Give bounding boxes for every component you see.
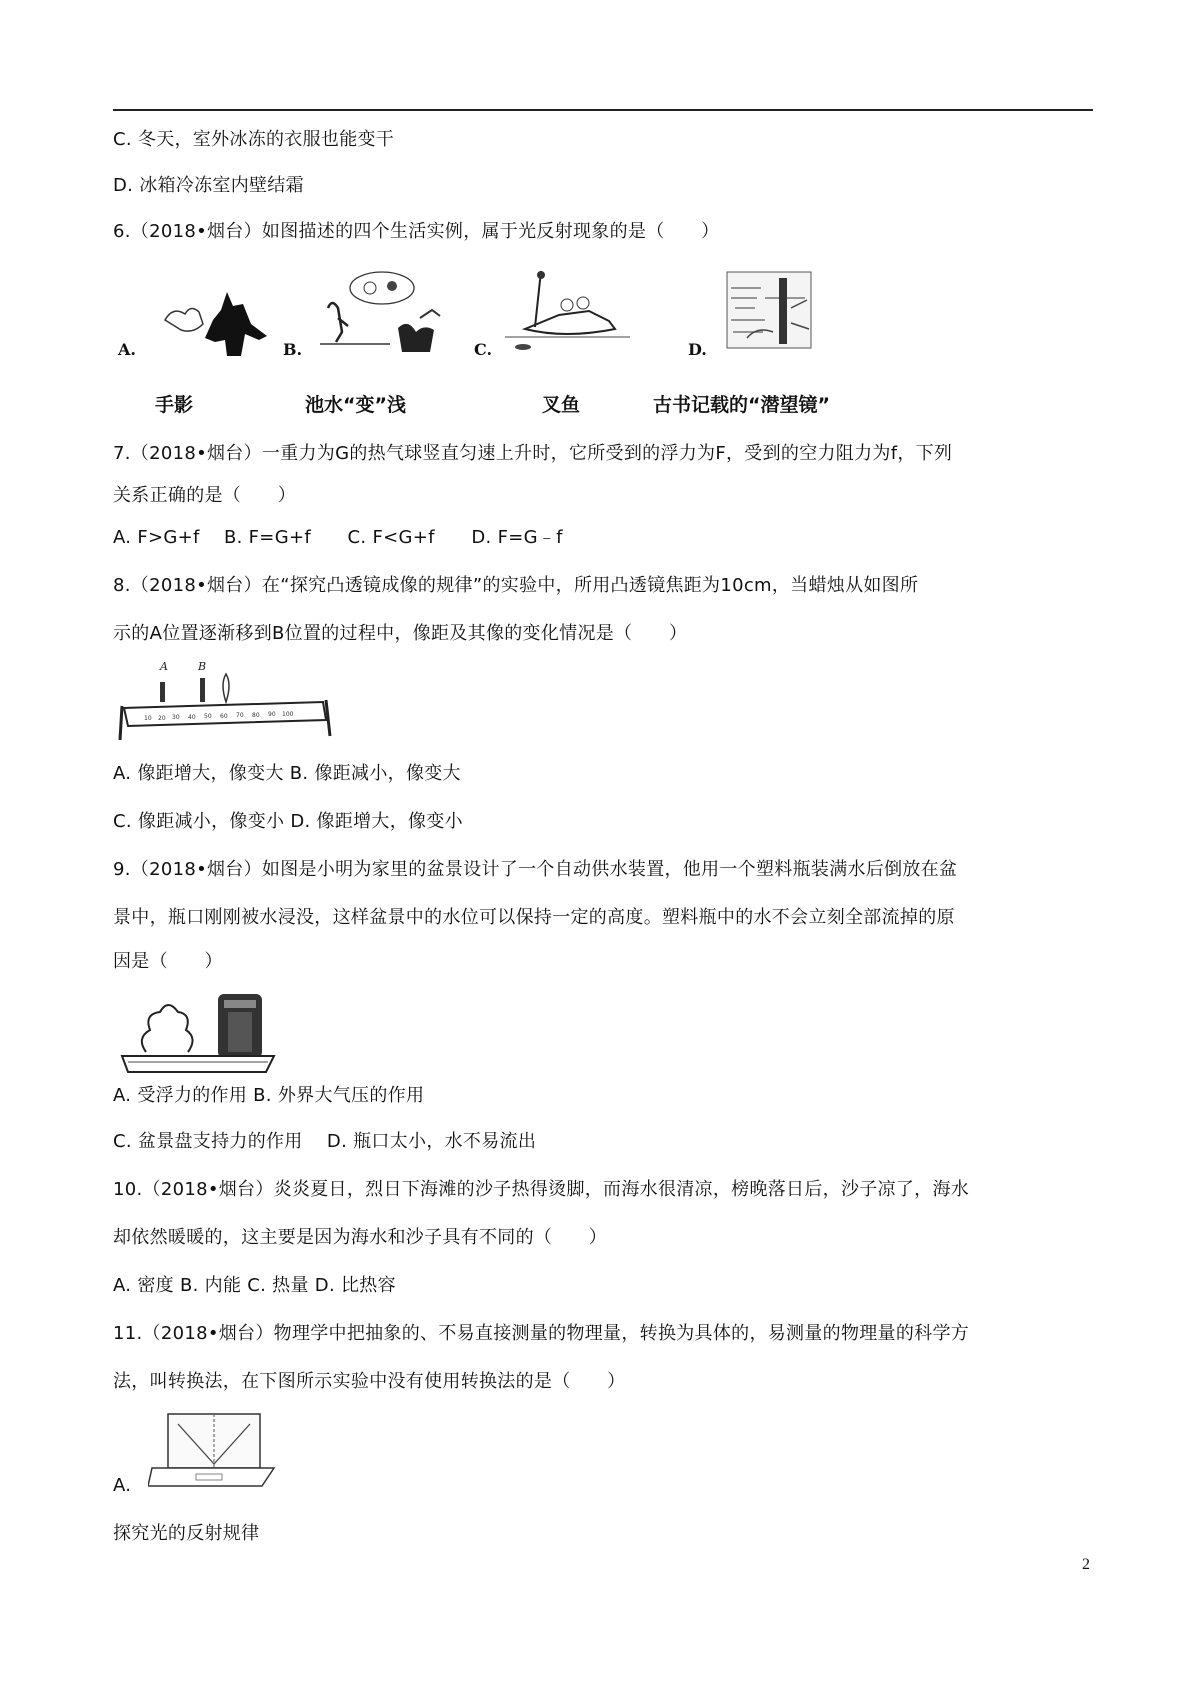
q8-stem-line1: 8.（2018•烟台）在“探究凸透镜成像的规律”的实验中，所用凸透镜焦距为10cm，当蜡烛从如图所 bbox=[113, 575, 919, 596]
q5-option-d: D. 冰箱冷冻室内壁结霜 bbox=[113, 175, 304, 196]
scale-tick-70: 70 bbox=[236, 712, 244, 719]
q10-options: A. 密度 B. 内能 C. 热量 D. 比热容 bbox=[113, 1275, 396, 1296]
q9-stem-line2: 景中，瓶口刚刚被水浸没，这样盆景中的水位可以保持一定的高度。塑料瓶中的水不会立刻全部流掉的原 bbox=[113, 907, 955, 928]
scale-tick-10: 10 bbox=[144, 715, 152, 722]
candle-label-b: B bbox=[198, 660, 207, 673]
scale-tick-80: 80 bbox=[252, 712, 260, 719]
plant-water-supply-figure bbox=[118, 990, 278, 1075]
scale-tick-40: 40 bbox=[188, 714, 196, 721]
page-number: 2 bbox=[1082, 1556, 1090, 1573]
q9-options-cd: C. 盆景盘支持力的作用 D. 瓶口太小，水不易流出 bbox=[113, 1131, 537, 1152]
q6-caption-b: 池水“变”浅 bbox=[305, 394, 406, 416]
q5-option-c: C. 冬天，室外冰冻的衣服也能变干 bbox=[113, 129, 395, 150]
light-reflection-figure bbox=[148, 1410, 278, 1490]
q8-stem-line2: 示的A位置逐渐移到B位置的过程中，像距及其像的变化情况是（ ） bbox=[113, 623, 688, 644]
q6-label-d: D. bbox=[688, 340, 707, 359]
scale-tick-50: 50 bbox=[204, 713, 212, 720]
q8-options-ab: A. 像距增大，像变大 B. 像距减小，像变大 bbox=[113, 763, 461, 784]
scale-tick-90: 90 bbox=[268, 711, 276, 718]
q9-stem-line1: 9.（2018•烟台）如图是小明为家里的盆景设计了一个自动供水装置，他用一个塑料瓶装满水后倒放在盆 bbox=[113, 859, 958, 880]
pool-shallow-figure bbox=[320, 268, 455, 356]
q11-option-a-caption: 探究光的反射规律 bbox=[113, 1523, 260, 1544]
q11-option-a-label: A. bbox=[113, 1475, 132, 1496]
q7-options: A. F>G+f B. F=G+f C. F<G+f D. F=G﹣f bbox=[113, 527, 563, 548]
spear-fish-figure bbox=[505, 265, 630, 355]
q10-stem-line2: 却依然暖暖的，这主要是因为海水和沙子具有不同的（ ） bbox=[113, 1227, 608, 1248]
q6-caption-a: 手影 bbox=[155, 394, 194, 416]
scale-tick-60: 60 bbox=[220, 713, 228, 720]
q6-label-a: A. bbox=[118, 340, 136, 359]
optical-bench-figure bbox=[118, 660, 333, 742]
q6-label-b: B. bbox=[283, 340, 303, 359]
hand-shadow-figure bbox=[155, 290, 270, 358]
q7-stem-line2: 关系正确的是（ ） bbox=[113, 485, 296, 506]
q11-stem-line2: 法，叫转换法，在下图所示实验中没有使用转换法的是（ ） bbox=[113, 1371, 626, 1392]
candle-label-a: A bbox=[160, 660, 168, 673]
q6-stem: 6.（2018•烟台）如图描述的四个生活实例，属于光反射现象的是（ ） bbox=[113, 221, 720, 242]
q7-stem-line1: 7.（2018•烟台）一重力为G的热气球竖直匀速上升时，它所受到的浮力为F，受到的空力阻力为f，下列 bbox=[113, 443, 953, 464]
q8-options-cd: C. 像距减小，像变小 D. 像距增大，像变小 bbox=[113, 811, 463, 832]
scale-tick-20: 20 bbox=[158, 715, 166, 722]
q6-label-c: C. bbox=[474, 340, 493, 359]
scale-tick-100: 100 bbox=[282, 711, 294, 718]
q10-stem-line1: 10.（2018•烟台）炎炎夏日，烈日下海滩的沙子热得烫脚，而海水很清凉，榜晚落日后，沙子凉了，海水 bbox=[113, 1179, 970, 1200]
header-rule bbox=[113, 109, 1093, 111]
scale-tick-30: 30 bbox=[172, 714, 180, 721]
q6-caption-d: 古书记载的“潜望镜” bbox=[653, 394, 830, 416]
ancient-periscope-figure bbox=[725, 268, 815, 353]
q9-options-ab: A. 受浮力的作用 B. 外界大气压的作用 bbox=[113, 1085, 425, 1106]
q9-stem-line3: 因是（ ） bbox=[113, 951, 223, 972]
q6-caption-c: 叉鱼 bbox=[542, 394, 581, 416]
q11-stem-line1: 11.（2018•烟台）物理学中把抽象的、不易直接测量的物理量，转换为具体的，易测量的物理量的科学方 bbox=[113, 1323, 970, 1344]
